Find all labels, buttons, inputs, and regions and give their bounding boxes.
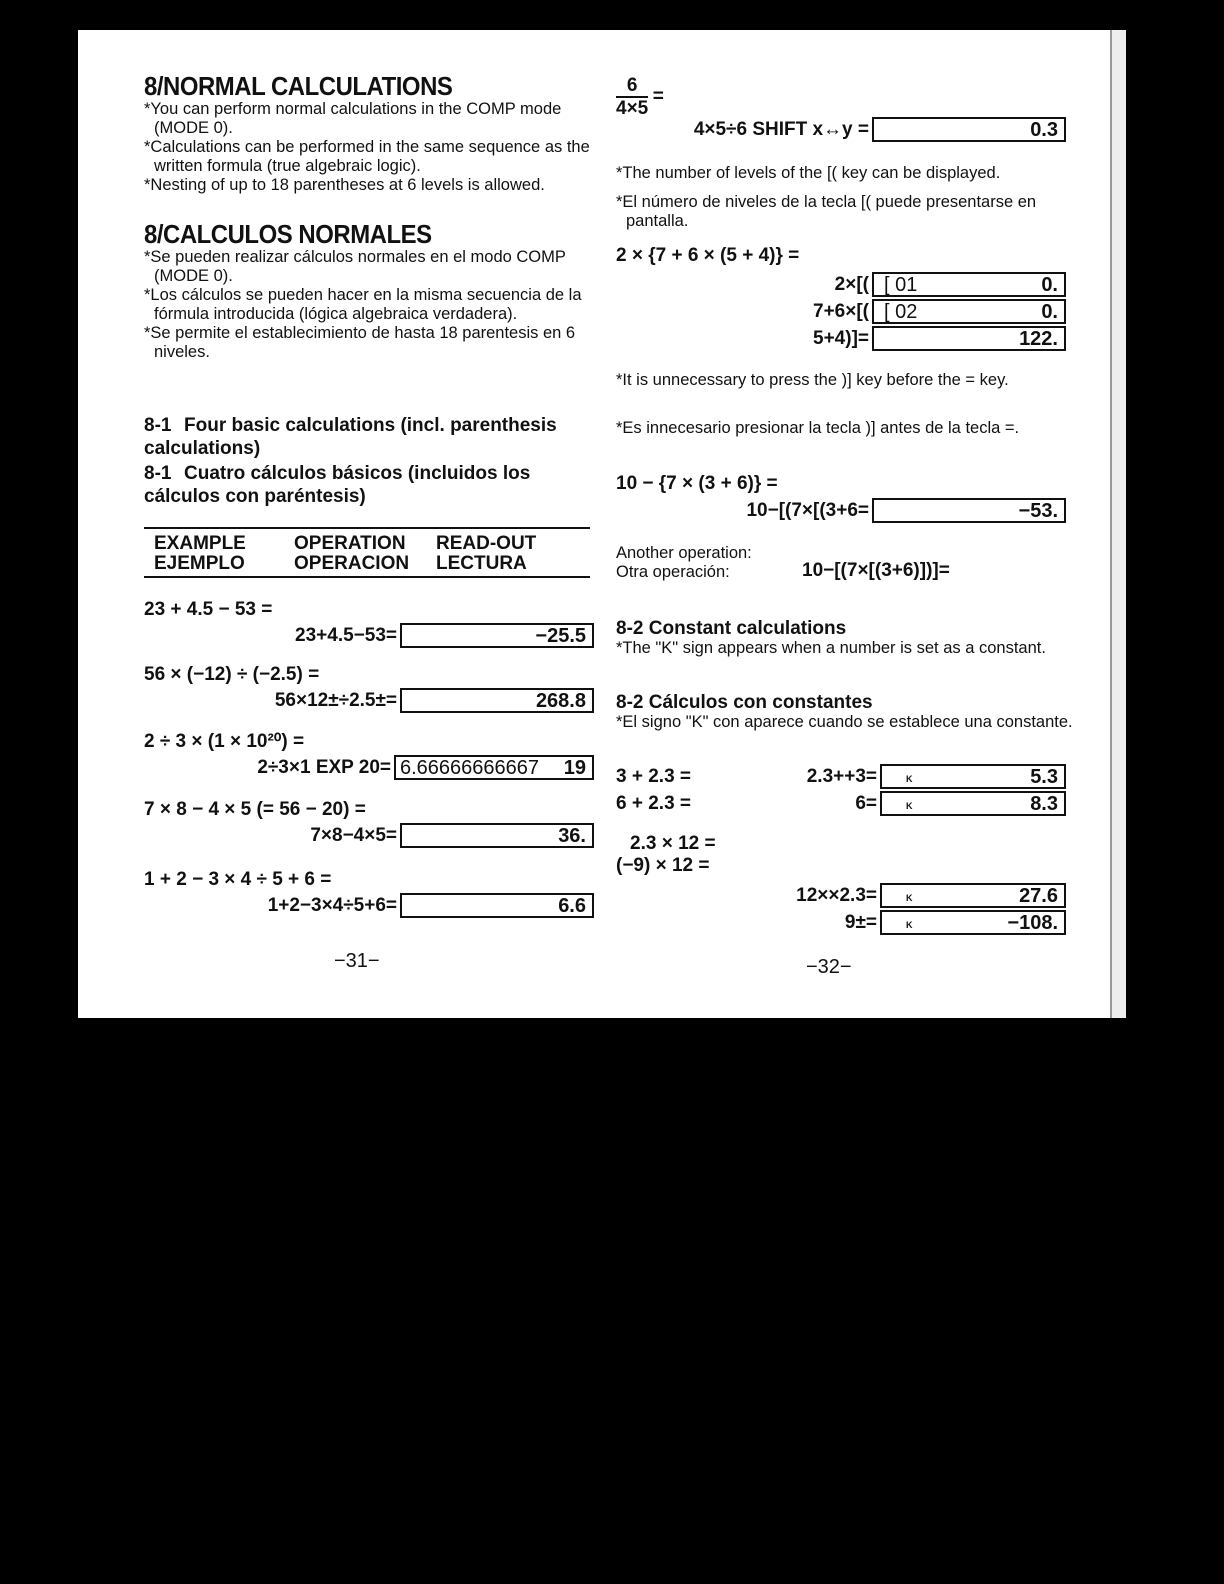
key-sequence: 6= <box>855 792 877 814</box>
readout: 8.3 <box>1030 793 1058 815</box>
bullet-en-1: *You can perform normal calculations in the COMP mode (MODE 0). <box>144 100 562 137</box>
numerator: 6 <box>616 76 648 98</box>
lcd-display <box>872 299 1066 324</box>
key-sequence: 1+2−3×4÷5+6= <box>267 894 397 916</box>
key-sequence: 2÷3×1 EXP 20= <box>257 756 391 778</box>
bullet-en-3: *Nesting of up to 18 parentheses at 6 levels is allowed. <box>144 176 545 194</box>
key-sequence: 7+6×[( <box>813 300 869 322</box>
operation-row <box>616 298 1066 325</box>
operation-row <box>144 822 594 849</box>
note-levels-en: *The number of levels of the [( key can be displayed. <box>616 164 1001 182</box>
formula: 3 + 2.3 = <box>616 765 692 787</box>
section-number: 8-1 <box>144 415 172 436</box>
equals: = <box>652 86 664 108</box>
another-operation-es: Otra operación: <box>616 563 730 581</box>
note-levels-es: *El número de niveles de la tecla [( puede presentarse en pantalla. <box>616 193 1037 230</box>
note-k-en: *The "K" sign appears when a number is set as a constant. <box>616 639 1046 657</box>
operation-row <box>144 892 594 919</box>
lcd-display: 36. <box>400 823 594 848</box>
bullets-en <box>144 100 600 195</box>
denominator: 4×5 <box>616 98 649 119</box>
lcd-display: 0.3 <box>872 117 1066 142</box>
example-5 <box>144 868 594 919</box>
page-edge <box>1110 30 1126 1018</box>
key-sequence: 10−[(7×[(3+6= <box>746 499 869 521</box>
k-indicator: K <box>906 920 913 930</box>
fraction-formula <box>616 76 664 120</box>
lcd-display <box>880 883 1066 908</box>
lcd-display: −25.5 <box>400 623 594 648</box>
bullets-es <box>144 248 600 362</box>
k-indicator: K <box>906 774 913 784</box>
operation-row <box>616 497 1066 524</box>
another-operation-en: Another operation: <box>616 544 752 562</box>
note-close-es: *Es innecesario presionar la tecla )] antes de la tecla =. <box>616 419 1020 437</box>
lcd-display: 268.8 <box>400 688 594 713</box>
key-sequence: 12××2.3= <box>796 884 877 906</box>
section-8-1-es <box>144 462 594 508</box>
section-title: Four basic calculations (incl. parenthesis calculations) <box>144 415 557 459</box>
formula: 2 ÷ 3 × (1 × 10²⁰) = <box>144 731 305 752</box>
formula: 7 × 8 − 4 × 5 (= 56 − 20) = <box>144 799 366 820</box>
key-sequence: 5+4)]= <box>813 327 869 349</box>
section-8-1-en <box>144 414 594 460</box>
constant-example-1 <box>616 763 1066 817</box>
readout: 5.3 <box>1030 766 1058 788</box>
fraction <box>616 76 648 120</box>
readout: 0. <box>1041 274 1058 296</box>
col-operacion: OPERACION <box>294 553 410 574</box>
manual-page <box>78 30 1110 1018</box>
formula: 56 × (−12) ÷ (−2.5) = <box>144 664 320 685</box>
col-operation: OPERATION <box>294 533 406 554</box>
title-es: 8/CALCULOS NORMALES <box>144 219 432 249</box>
readout: −108. <box>1007 912 1058 934</box>
operation-row <box>144 754 594 781</box>
note-k-es: *El signo "K" con aparece cuando se establece una constante. <box>616 713 1073 731</box>
formula-c2-1: 2.3 × 12 = <box>630 833 716 854</box>
lcd-display <box>880 764 1066 789</box>
lcd-display: 6.6 <box>400 893 594 918</box>
bullet-es-2: *Los cálculos se pueden hacer en la misma secuencia de la fórmula introducida (lógica algebraica verdadera). <box>144 286 582 323</box>
formula: 6 + 2.3 = <box>616 792 692 814</box>
operation-row <box>144 687 594 714</box>
lcd-display: 122. <box>872 326 1066 351</box>
page-number-left: −31− <box>334 950 380 972</box>
section-8-2-en: 8-2 Constant calculations <box>616 618 847 639</box>
formula: 1 + 2 − 3 × 4 ÷ 5 + 6 = <box>144 869 332 890</box>
key-sequence: 56×12±÷2.5±= <box>274 689 397 711</box>
nested-example <box>616 271 1066 352</box>
key-sequence: 7×8−4×5= <box>310 824 397 846</box>
operation-row <box>616 790 1066 817</box>
key-sequence: 2.3++3= <box>806 765 877 787</box>
section-number: 8-1 <box>144 463 172 484</box>
formula-3: 10 − {7 × (3 + 6)} = <box>616 473 778 494</box>
k-indicator: K <box>906 801 913 811</box>
operation-row <box>616 325 1066 352</box>
section-8-2-es: 8-2 Cálculos con constantes <box>616 692 873 713</box>
another-key-sequence: 10−[(7×[(3+6)])]= <box>802 560 950 581</box>
k-indicator: K <box>906 893 913 903</box>
level-indicator: [ 01 <box>884 274 918 296</box>
col-lectura: LECTURA <box>436 553 527 574</box>
formula-2: 2 × {7 + 6 × (5 + 4)} = <box>616 245 800 266</box>
example-4 <box>144 798 594 849</box>
example-3 <box>144 730 594 781</box>
formula: 23 + 4.5 − 53 = <box>144 599 273 620</box>
operation-row <box>616 909 1066 936</box>
operation-row <box>616 271 1066 298</box>
key-sequence: 9±= <box>844 911 877 933</box>
key-sequence: 23+4.5−53= <box>295 624 397 646</box>
page-number-right: −32− <box>806 956 852 978</box>
readout: 27.6 <box>1019 885 1058 907</box>
bullet-es-1: *Se pueden realizar cálculos normales en el modo COMP (MODE 0). <box>144 248 566 285</box>
lcd-display: −53. <box>872 498 1066 523</box>
col-ejemplo: EJEMPLO <box>154 553 245 574</box>
col-readout: READ-OUT <box>436 533 537 554</box>
lcd-display <box>872 272 1066 297</box>
lcd-display <box>880 791 1066 816</box>
operation-row <box>616 116 1066 143</box>
title-en: 8/NORMAL CALCULATIONS <box>144 71 453 101</box>
constant-example-2 <box>616 882 1066 936</box>
readout: 0. <box>1041 301 1058 323</box>
level-indicator: [ 02 <box>884 301 918 323</box>
lcd-display <box>394 755 594 780</box>
formula-c2-2: (−9) × 12 = <box>616 855 710 876</box>
operation-row <box>616 763 1066 790</box>
operation-row <box>144 622 594 649</box>
bullet-es-3: *Se permite el establecimiento de hasta 18 parentesis en 6 niveles. <box>144 324 576 361</box>
section-title: Cuatro cálculos básicos (incluidos los cálculos con paréntesis) <box>144 463 531 507</box>
exponent: 19 <box>563 757 586 779</box>
key-sequence: 4×5÷6 SHIFT x↔y = <box>693 118 869 140</box>
lcd-display <box>880 910 1066 935</box>
mantissa: 6.66666666667 <box>400 757 540 779</box>
operation-row <box>616 882 1066 909</box>
example-2 <box>144 663 594 714</box>
table-header <box>144 527 590 578</box>
bullet-en-2: *Calculations can be performed in the same sequence as the written formula (true algebraic logic). <box>144 138 590 175</box>
col-example: EXAMPLE <box>154 533 246 554</box>
key-sequence: 2×[( <box>834 273 869 295</box>
note-close-en: *It is unnecessary to press the )] key before the = key. <box>616 371 1009 389</box>
example-1 <box>144 598 594 649</box>
